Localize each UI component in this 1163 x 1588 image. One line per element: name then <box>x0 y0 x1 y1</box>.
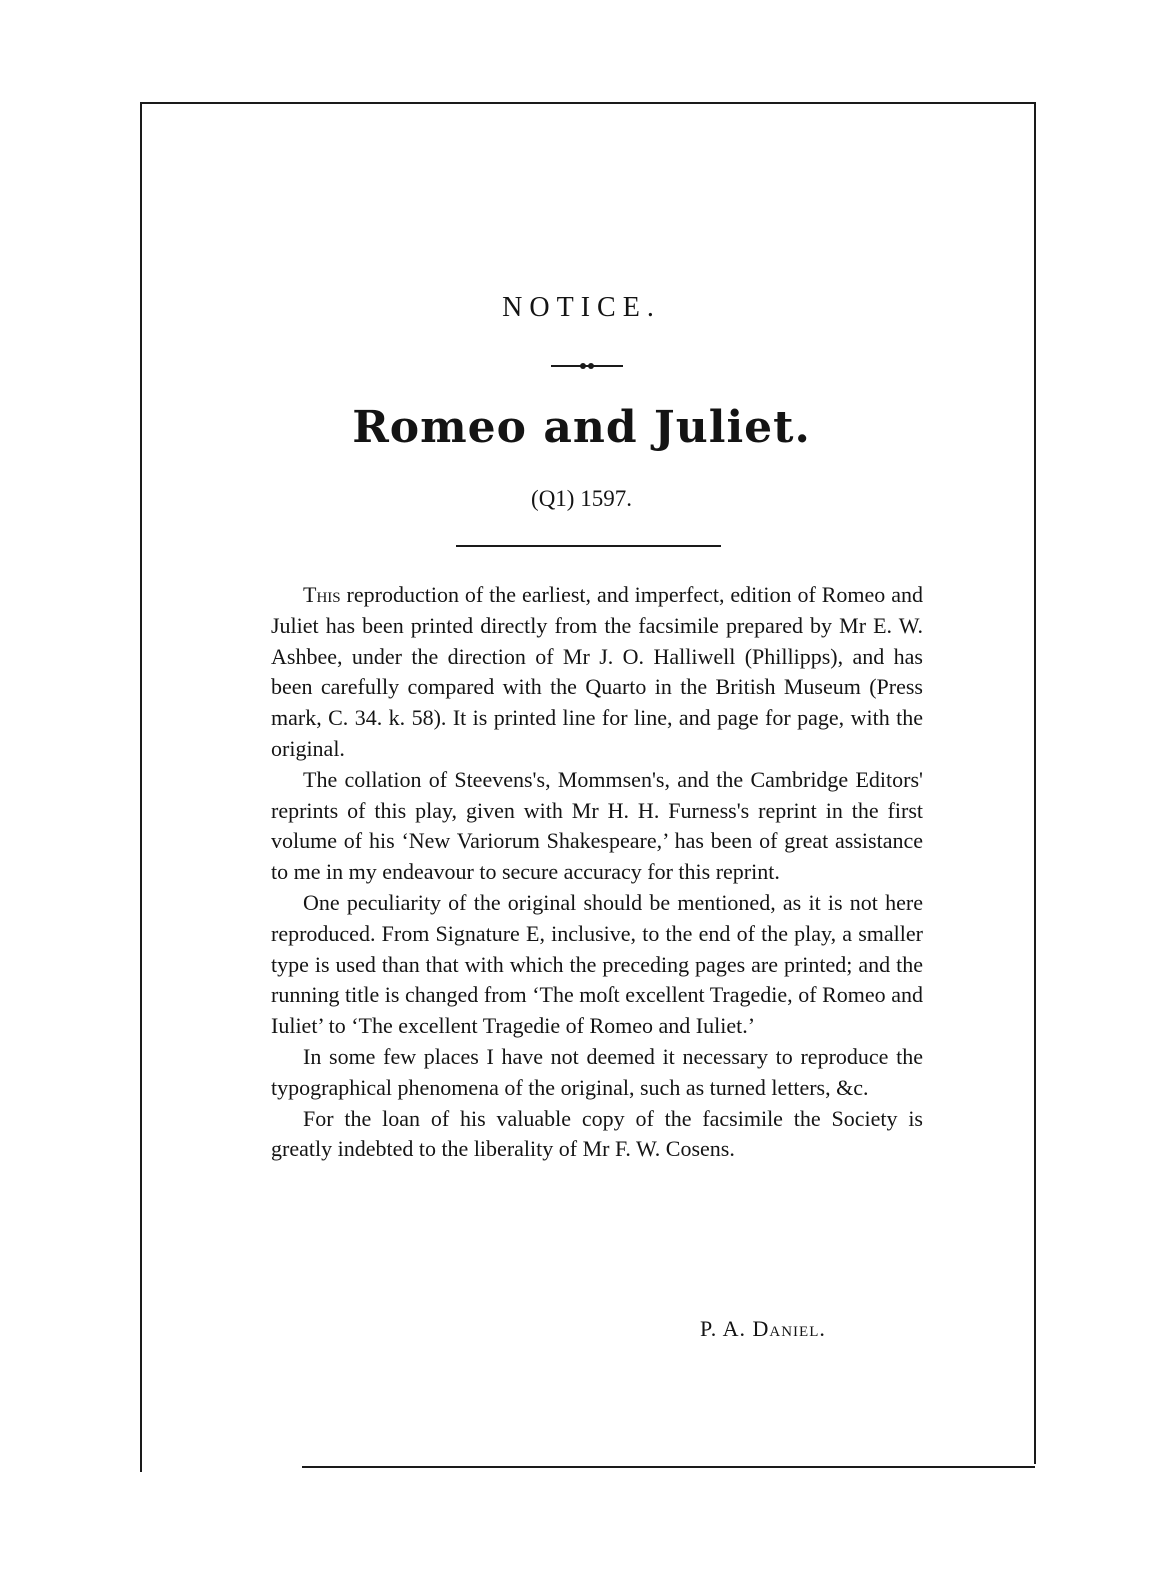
paragraph-lead: This <box>303 582 341 607</box>
notice-heading: NOTICE. <box>502 292 661 323</box>
paragraph-text: reproduction of the earliest, and imperfect, edition of Romeo and Juliet has been printed directly from the facsimile prepared by Mr E. W. Ashbee, under the direction of Mr J. O. Halliwell (Phillipps), and has been carefully compared with the Quarto in the British Museum (Press mark, C. 34. k. 58). It is printed line for line, and page for page, with the original. <box>271 582 923 761</box>
signature-end: . <box>819 1316 826 1341</box>
signature-initials: P. A. <box>700 1316 753 1341</box>
edition-line: (Q1) 1597. <box>531 486 632 511</box>
play-title: Romeo and Juliet. <box>352 402 811 453</box>
paragraph-2: The collation of Steevens's, Mommsen's, and the Cambridge Editors' reprints of this play, given with Mr H. H. Furness's reprint in the first volume of his ‘New Variorum Shakespeare,’ has been of great assistance to me in my endeavour to secure accuracy for this reprint. <box>271 766 923 885</box>
paragraph-5: For the loan of his valuable copy of the facsimile the Society is greatly indebted to the liberality of Mr F. W. Cosens. <box>271 1105 923 1162</box>
signature-surname: Daniel <box>752 1316 820 1341</box>
notice-body <box>271 580 923 1165</box>
signature <box>700 1316 826 1342</box>
divider-rule <box>456 545 721 547</box>
page-border-top <box>140 102 1036 104</box>
paragraph-1 <box>271 580 923 765</box>
paragraph-3: One peculiarity of the original should be mentioned, as it is not here reproduced. From Signature E, inclusive, to the end of the play, a smaller type is used than that with which the preceding pages are printed; and the running title is changed from ‘The moſt excellent Tragedie, of Romeo and Iuliet’ to ‘The excellent Tragedie of Romeo and Iuliet.’ <box>271 889 923 1039</box>
ornament-rule <box>551 362 623 370</box>
page-border-bottom <box>302 1466 1035 1468</box>
paragraph-4: In some few places I have not deemed it necessary to reproduce the typographical phenomena of the original, such as turned letters, &c. <box>271 1043 923 1100</box>
